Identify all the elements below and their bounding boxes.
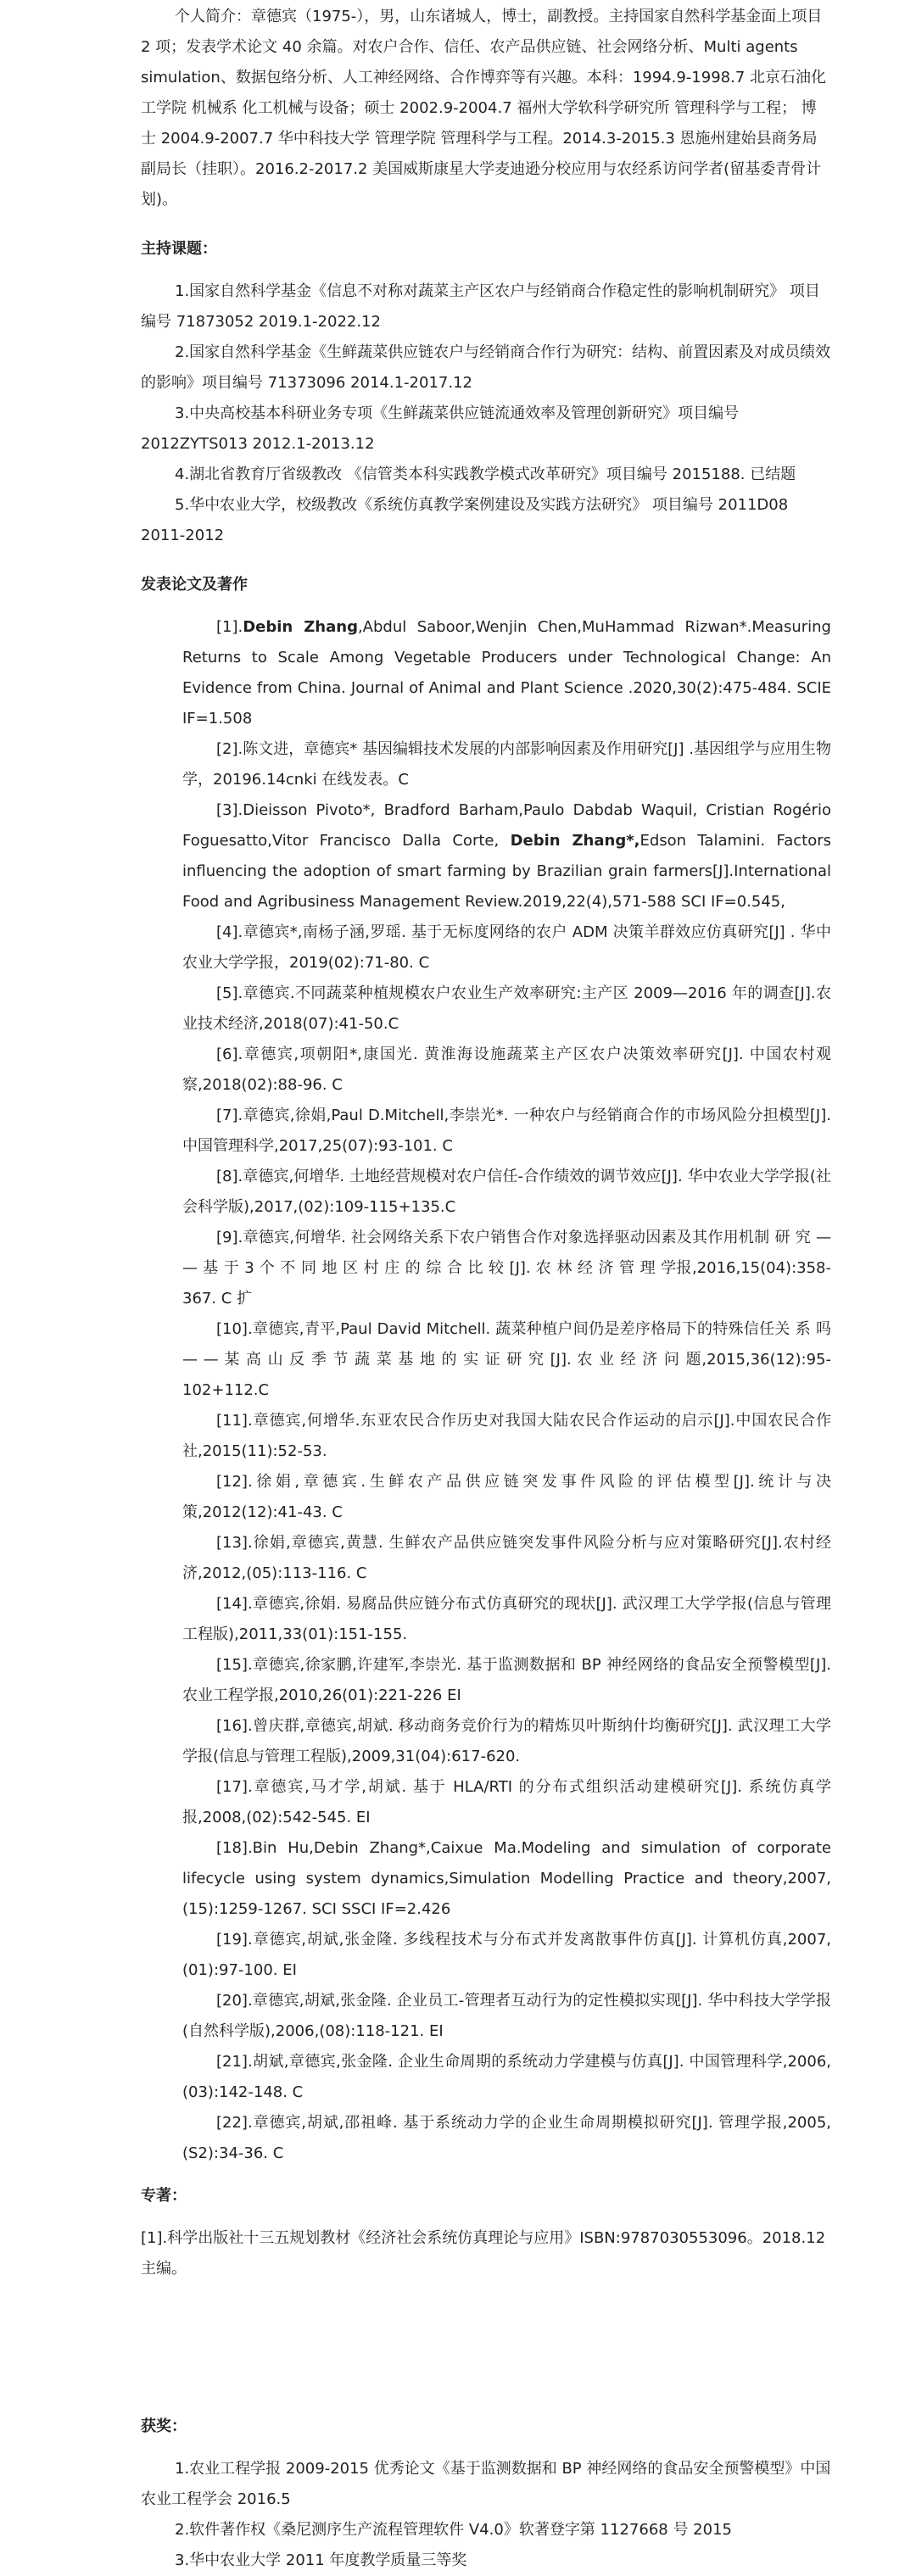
paper-item: [10].章德宾,青平,Paul David Mitchell. 蔬菜种植户间仍是差序格局下的特殊信任关 系 吗 — — 某 高 山 反 季 节 蔬 菜 基 地 的 实 证 研 究 [J]. 农 业 经 济 问 题,2015,36(12):95-102+112.C [182,1320,831,1399]
papers-heading: 发表论文及著作 [141,576,248,594]
paper-citation: [3].Dieisson Pivoto*, Bradford Barham,Paulo Dabdab Waquil, Cristian Rogério Foguesatto,Vitor Francisco Dalla Corte, [182,801,831,850]
paper-item: [15].章德宾,徐家鹏,许建军,李崇光. 基于监测数据和 BP 神经网络的食品安全预警模型[J]. 农业工程学报,2010,26(01):221-226 EI [182,1656,831,1704]
project-item: 5.华中农业大学，校级教改《系统仿真教学案例建设及实践方法研究》 项目编号 2011D08 2011-2012 [141,496,789,544]
paper-item: [4].章德宾*,南杨子涵,罗瑶. 基于无标度网络的农户 ADM 决策羊群效应仿真研究[J] . 华中农业大学学报，2019(02):71-80. C [182,923,831,972]
paper-item: [6].章德宾,项朝阳*,康国光. 黄淮海设施蔬菜主产区农户决策效率研究[J]. 中国农村观察,2018(02):88-96. C [182,1045,831,1094]
bio-paragraph: 个人简介：章德宾（1975-），男，山东诸城人，博士，副教授。主持国家自然科学基金面上项目 2 项；发表学术论文 40 余篇。对农户合作、信任、农产品供应链、社会网络分析、Multi agents simulation、数据包络分析、人工神经网络、合作博弈等有兴趣。本科：1994.9-1998.7 北京石油化工学院 机械系 化工机械与设备；硕士 2002.9-2004.7 福州大学软科学研究所 管理科学与工程； 博士 2004.9-2007.7 华中科技大学 管理学院 管理科学与工程。2014.3-2015.3 恩施州建始县商务局副局长（挂职）。2016.2-2017.2 美国威斯康星大学麦迪逊分校应用与农经系访问学者(留基委青骨计划)。 [141,8,827,209]
paper-item: [16].曾庆群,章德宾,胡斌. 移动商务竞价行为的精炼贝叶斯纳什均衡研究[J]. 武汉理工大学学报(信息与管理工程版),2009,31(04):617-620. [182,1717,831,1765]
paper-item: [19].章德宾,胡斌,张金隆. 多线程技术与分布式并发离散事件仿真[J]. 计算机仿真,2007,(01):97-100. EI [182,1931,831,1979]
author-highlight: Debin Zhang*, [510,832,640,850]
award-item: 1.农业工程学报 2009-2015 优秀论文《基于监测数据和 BP 神经网络的食品安全预警模型》中国农业工程学会 2016.5 [141,2460,831,2508]
project-item: 4.湖北省教育厅省级教改 《信管类本科实践教学模式改革研究》项目编号 2015188. 已结题 [175,466,796,483]
paper-item: [21].胡斌,章德宾,张金隆. 企业生命周期的系统动力学建模与仿真[J]. 中国管理科学,2006,(03):142-148. C [182,2053,831,2101]
paper-item: [12].徐娟,章德宾.生鲜农产品供应链突发事件风险的评估模型[J].统计与决策,2012(12):41-43. C [182,1473,831,1521]
award-item: 3.华中农业大学 2011 年度教学质量三等奖 [175,2551,467,2569]
projects-heading: 主持课题： [141,240,217,258]
paper-item: [7].章德宾,徐娟,Paul D.Mitchell,李崇光*. 一种农户与经销商合作的市场风险分担模型[J]. 中国管理科学,2017,25(07):93-101. C [182,1107,831,1155]
paper-citation: ,Abdul Saboor,Wenjin Chen,MuHammad Rizwan*.Measuring Returns to Scale Among Vegetable Producers under Technological Change: An Evidence from China. Journal of Animal and Plant Science .2020,30(2):475-484. SCIE IF=1.508 [182,618,831,728]
paper-item: [18].Bin Hu,Debin Zhang*,Caixue Ma.Modeling and simulation of corporate lifecycle using system dynamics,Simulation Modelling Practice and theory,2007,(15):1259-1267. SCI SSCI IF=2.426 [182,1839,831,1918]
paper-item: [13].徐娟,章德宾,黄慧. 生鲜农产品供应链突发事件风险分析与应对策略研究[J].农村经济,2012,(05):113-116. C [182,1534,831,1582]
author-highlight: Debin Zhang [243,618,358,636]
paper-item: [17].章德宾,马才学,胡斌. 基于 HLA/RTI 的分布式组织活动建模研究[J]. 系统仿真学报,2008,(02):542-545. EI [182,1778,831,1826]
award-item: 2.软件著作权《桑尼测序生产流程管理软件 V4.0》软著登字第 1127668 号 2015 [175,2521,732,2539]
paper-citation: Edson Talamini. Factors influencing the adoption of smart farming by Brazilian grain farmers[J].International Food and Agribusiness Management Review.2019,22(4),571-588 SCI IF=0.545, [182,832,831,911]
project-item: 3.中央高校基本科研业务专项《生鲜蔬菜供应链流通效率及管理创新研究》项目编号 2012ZYTS013 2012.1-2013.12 [141,404,740,453]
paper-item: [9].章德宾,何增华. 社会网络关系下农户销售合作对象选择驱动因素及其作用机制 研 究 — — 基 于 3 个 不 同 地 区 村 庄 的 综 合 比 较 [J]. 农 林 经 济 管 理 学报,2016,15(04):358-367. C 扩 [182,1229,831,1308]
paper-item: [8].章德宾,何增华. 土地经营规模对农户信任-合作绩效的调节效应[J]. 华中农业大学学报(社会科学版),2017,(02):109-115+135.C [182,1168,831,1216]
paper-item: [20].章德宾,胡斌,张金隆. 企业员工-管理者互动行为的定性模拟实现[J]. 华中科技大学学报(自然科学版),2006,(08):118-121. EI [182,1992,831,2040]
paper-item: [22].章德宾,胡斌,邵祖峰. 基于系统动力学的企业生命周期模拟研究[J]. 管理学报,2005,(S2):34-36. C [182,2114,831,2162]
monograph-item: [1].科学出版社十三五规划教材《经济社会系统仿真理论与应用》ISBN:9787030553096。2018.12 主编。 [141,2229,826,2278]
awards-heading: 获奖： [141,2417,187,2435]
project-item: 1.国家自然科学基金《信息不对称对蔬菜主产区农户与经销商合作稳定性的影响机制研究》 项目编号 71873052 2019.1-2022.12 [141,282,820,331]
monograph-heading: 专著： [141,2187,187,2205]
paper-item [0,612,916,734]
paper-item: [5].章德宾.不同蔬菜种植规模农户农业生产效率研究:主产区 2009—2016 年的调查[J].农业技术经济,2018(07):41-50.C [182,984,831,1033]
paper-item: [14].章德宾,徐娟. 易腐品供应链分布式仿真研究的现状[J]. 武汉理工大学学报(信息与管理工程版),2011,33(01):151-155. [182,1595,831,1643]
paper-number: [1]. [216,618,243,636]
paper-item: [2].陈文进，章德宾* 基因编辑技术发展的内部影响因素及作用研究[J] .基因组学与应用生物学，20196.14cnki 在线发表。C [182,740,831,789]
project-item: 2.国家自然科学基金《生鲜蔬菜供应链农户与经销商合作行为研究：结构、前置因素及对成员绩效的影响》项目编号 71373096 2014.1-2017.12 [141,343,831,392]
paper-item [0,795,916,917]
paper-item: [11].章德宾,何增华.东亚农民合作历史对我国大陆农民合作运动的启示[J].中国农民合作社,2015(11):52-53. [182,1412,831,1460]
